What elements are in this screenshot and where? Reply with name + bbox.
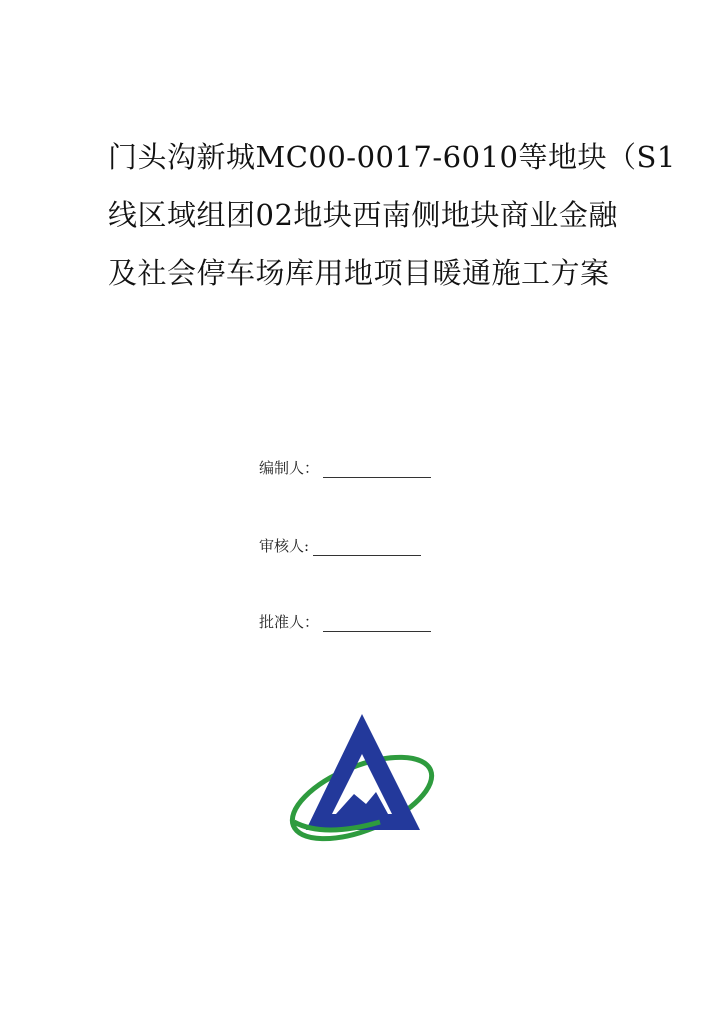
approver-signature-row <box>259 611 431 632</box>
company-logo <box>284 710 440 844</box>
compiler-signature-row <box>259 457 431 478</box>
reviewer-signature-line <box>313 541 421 556</box>
title-line-1: 门头沟新城MC00-0017-6010等地块（S1 <box>108 140 676 174</box>
title-line-3: 及社会停车场库用地项目暖通施工方案 <box>108 256 610 290</box>
document-title <box>108 128 676 302</box>
reviewer-label: 审核人: <box>259 537 310 555</box>
compiler-label: 编制人： <box>259 459 320 477</box>
reviewer-signature-row <box>259 535 421 556</box>
approver-signature-line <box>323 617 431 632</box>
title-line-2: 线区域组团02地块西南侧地块商业金融 <box>108 198 618 232</box>
compiler-signature-line <box>323 463 431 478</box>
approver-label: 批准人： <box>259 613 320 631</box>
logo-inner-mark <box>336 792 388 814</box>
